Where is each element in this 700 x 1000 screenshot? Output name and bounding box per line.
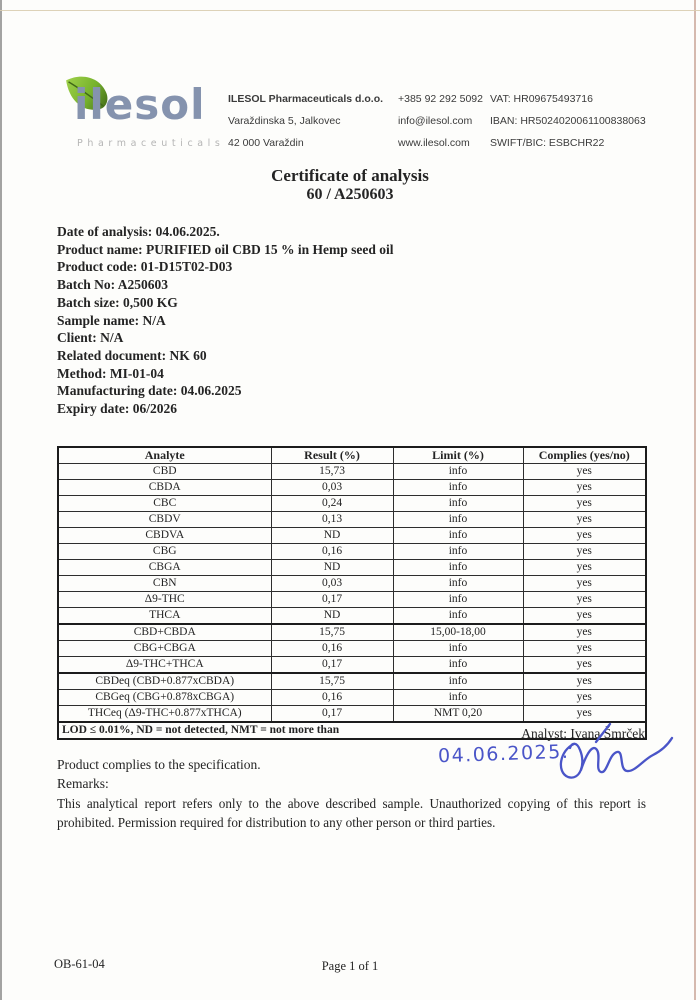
cell-limit: info [393,496,523,512]
cell-limit: info [393,576,523,592]
title-number: 60 / A250603 [306,186,394,203]
cell-complies: yes [523,464,646,480]
company-name: ILESOL Pharmaceuticals d.o.o. [228,93,384,105]
cell-complies: yes [523,673,646,690]
logo-subtitle: Pharmaceuticals [77,138,225,149]
detail-line: Sample name: N/A [57,312,166,328]
detail-line: Manufacturing date: 04.06.2025 [57,383,242,399]
table-row [58,512,646,528]
cell-analyte: CBDA [58,480,271,496]
cell-result: 0,17 [271,657,393,674]
cell-analyte: Δ9-THC [58,592,271,608]
title-text: Certificate of analysis [271,166,429,185]
cell-complies: yes [523,657,646,674]
table-row [58,480,646,496]
cell-analyte: CBG+CBGA [58,641,271,657]
cell-limit: info [393,464,523,480]
header-analyte: Analyte [58,447,271,464]
header-limit: Limit (%) [393,447,523,464]
company-contact-block [398,88,483,154]
compliance-statement: Product complies to the specification. [57,757,261,772]
cell-limit: info [393,657,523,674]
table-row [58,464,646,480]
cell-limit: info [393,560,523,576]
company-iban: IBAN: HR5024020061100838063 [490,115,646,127]
detail-line: Related document: NK 60 [57,347,207,363]
cell-analyte: CBC [58,496,271,512]
company-vat: VAT: HR09675493716 [490,93,593,105]
detail-line: Product name: PURIFIED oil CBD 15 % in Hemp seed oil [57,241,394,257]
cell-result: 0,24 [271,496,393,512]
scan-edge-right [694,0,696,1000]
cell-analyte: CBD [58,464,271,480]
cell-complies: yes [523,576,646,592]
table-row [58,544,646,560]
cell-complies: yes [523,544,646,560]
cell-result: 15,75 [271,673,393,690]
table-row [58,560,646,576]
cell-limit: info [393,528,523,544]
cell-analyte: CBGeq (CBG+0.878xCBGA) [58,690,271,706]
header-result: Result (%) [271,447,393,464]
cell-result: 0,17 [271,592,393,608]
company-address-block [228,88,383,154]
cell-limit: info [393,673,523,690]
table-footnote: LOD ≤ 0.01%, ND = not detected, NMT = not more than [58,722,646,739]
table-row [58,624,646,641]
table-row [58,706,646,723]
cell-limit: info [393,480,523,496]
cell-analyte: Δ9-THC+THCA [58,657,271,674]
cell-analyte: THCA [58,608,271,625]
cell-analyte: CBDeq (CBD+0.877xCBDA) [58,673,271,690]
cell-analyte: CBDVA [58,528,271,544]
cell-result: ND [271,608,393,625]
cell-result: 15,73 [271,464,393,480]
cell-limit: NMT 0,20 [393,706,523,723]
cell-result: ND [271,560,393,576]
company-registry-block [490,88,646,154]
cell-complies: yes [523,592,646,608]
detail-line: Product code: 01-D15T02-D03 [57,259,233,275]
table-header-row [58,447,646,464]
table-row [58,528,646,544]
footer-page-info: Page 1 of 1 [321,959,379,973]
table-row [58,608,646,625]
cell-result: 0,16 [271,544,393,560]
cell-complies: yes [523,641,646,657]
detail-line: Method: MI-01-04 [57,365,164,381]
footer-doc-code: OB-61-04 [54,957,105,971]
cell-complies: yes [523,528,646,544]
scan-edge-top [0,10,700,11]
cell-complies: yes [523,690,646,706]
cell-limit: info [393,641,523,657]
detail-line: Date of analysis: 04.06.2025. [57,224,220,239]
scan-edge-left [0,0,2,1000]
cell-limit: info [393,512,523,528]
company-email: info@ilesol.com [398,115,473,127]
cell-complies: yes [523,480,646,496]
remarks-label: Remarks: [57,776,109,791]
table-row [58,657,646,674]
cell-complies: yes [523,706,646,723]
cell-result: 0,17 [271,706,393,723]
cell-result: 0,16 [271,641,393,657]
company-phone: +385 92 292 5092 [398,93,483,105]
detail-line: Batch No: A250603 [57,277,168,293]
table-row [58,496,646,512]
cell-limit: info [393,544,523,560]
cell-analyte: CBN [58,576,271,592]
analyst-label: Analyst: Ivana Šmrček [521,726,645,741]
details-block [57,223,394,418]
remarks-text: This analytical report refers only to the above described sample. Unauthorized copying of this report is prohibited. Permission required for distribution to any other person or third parties. [57,796,646,830]
company-website: www.ilesol.com [398,137,470,149]
company-street: Varaždinska 5, Jalkovec [228,115,341,127]
cell-complies: yes [523,560,646,576]
cell-result: ND [271,528,393,544]
analyte-table-body [58,464,646,723]
detail-line: Expiry date: 06/2026 [57,401,177,417]
company-swift: SWIFT/BIC: ESBCHR22 [490,137,605,149]
cell-complies: yes [523,496,646,512]
table-row [58,641,646,657]
detail-line: Client: N/A [57,330,124,346]
logo-wordmark: ilesol [74,80,206,129]
detail-line: Batch size: 0,500 KG [57,294,178,310]
cell-analyte: CBGA [58,560,271,576]
document-title [0,166,700,204]
cell-complies: yes [523,608,646,625]
cell-result: 15,75 [271,624,393,641]
header-complies: Complies (yes/no) [523,447,646,464]
table-row [58,592,646,608]
table-row [58,673,646,690]
cell-result: 0,16 [271,690,393,706]
cell-analyte: CBG [58,544,271,560]
handwritten-date: 04.06.2025. [437,740,570,768]
table-row [58,690,646,706]
cell-analyte: CBD+CBDA [58,624,271,641]
cell-limit: info [393,592,523,608]
cell-result: 0,03 [271,480,393,496]
cell-analyte: CBDV [58,512,271,528]
cell-result: 0,13 [271,512,393,528]
cell-complies: yes [523,512,646,528]
cell-limit: info [393,608,523,625]
company-city: 42 000 Varaždin [228,137,304,149]
cell-result: 0,03 [271,576,393,592]
cell-complies: yes [523,624,646,641]
signature-scribble [548,722,674,786]
cell-analyte: THCeq (Δ9-THC+0.877xTHCA) [58,706,271,723]
table-row [58,576,646,592]
cell-limit: info [393,690,523,706]
cell-limit: 15,00-18,00 [393,624,523,641]
analyte-table [57,446,647,740]
